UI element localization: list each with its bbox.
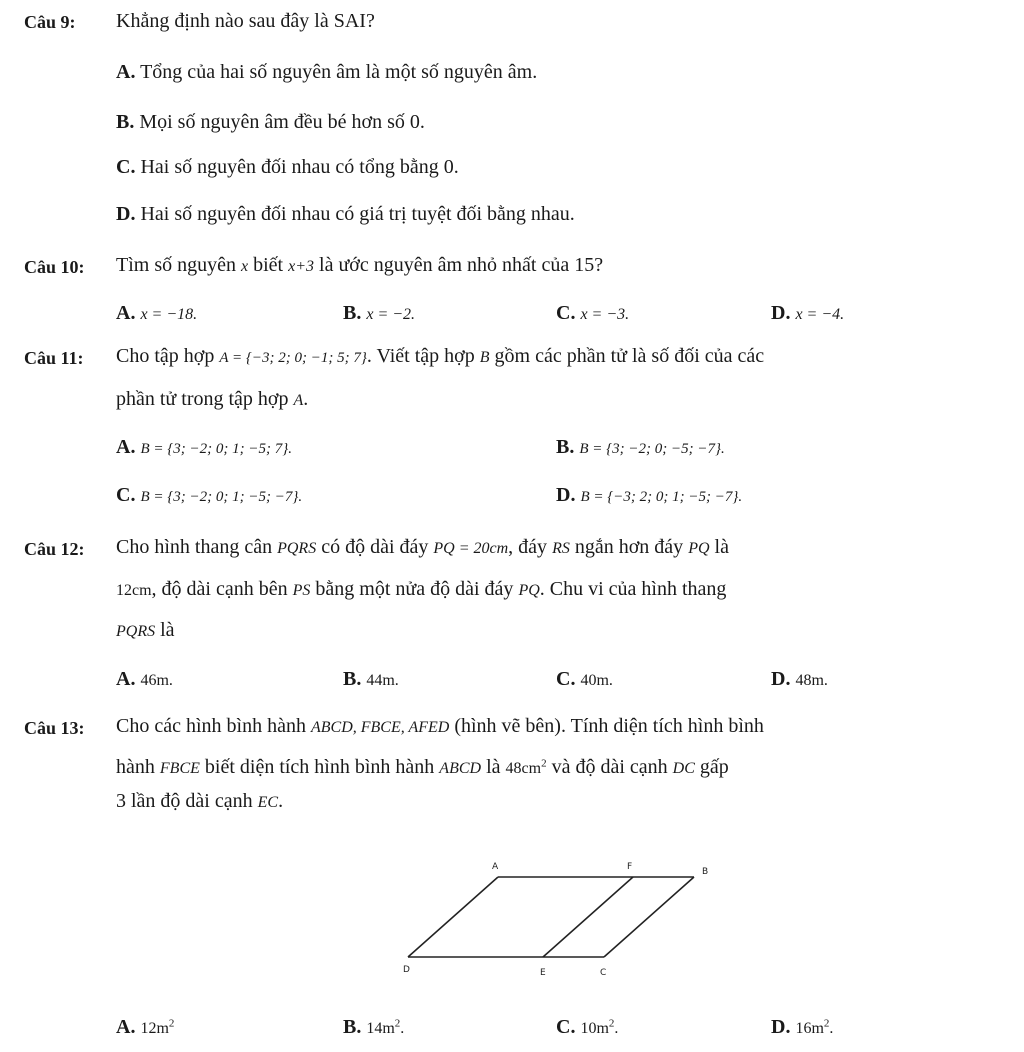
text-run: Cho tập hợp (116, 345, 215, 367)
option-text: B = {3; −2; 0; 1; −5; −7}. (140, 489, 303, 505)
text-run: biết diện tích hình bình hành (204, 756, 435, 778)
label-f: F (627, 862, 633, 872)
question-10-label: Câu 10: (24, 257, 85, 277)
option-text: x = −18. (140, 306, 198, 323)
segment-bc (604, 877, 694, 957)
option-letter: D. (556, 484, 576, 506)
question-12-text-line1 (116, 536, 729, 559)
parallelogram-figure (398, 852, 718, 980)
option-letter: C. (556, 668, 576, 690)
value-text: 48cm (505, 760, 542, 777)
text-run: hành (116, 756, 155, 778)
option-text: Hai số nguyên đối nhau có giá trị tuyệt đối bằng nhau. (140, 203, 575, 225)
option-letter: B. (343, 668, 362, 690)
q12-option-c[interactable] (556, 668, 613, 691)
text-run: ngắn hơn đáy (574, 536, 684, 558)
question-10-text (116, 254, 603, 277)
q11-option-b[interactable] (556, 436, 725, 459)
option-letter: D. (771, 668, 791, 690)
superscript: 2 (394, 1017, 401, 1030)
option-end: . (400, 1020, 405, 1037)
option-letter: C. (116, 484, 136, 506)
option-text: x = −2. (366, 306, 416, 323)
text-run: 3 lần độ dài cạnh (116, 790, 253, 812)
superscript: 2 (823, 1017, 830, 1030)
option-text: x = −4. (795, 306, 845, 323)
segment-ad (408, 877, 498, 957)
question-13-text-line1 (116, 715, 764, 738)
label-e: E (540, 968, 546, 978)
text-run: là (160, 619, 175, 641)
math-set: A = {−3; 2; 0; −1; 5; 7} (219, 350, 367, 366)
q13-option-c[interactable] (556, 1016, 618, 1039)
text-run: bằng một nửa độ dài đáy (315, 578, 514, 600)
option-text: 14m (366, 1020, 395, 1037)
math-expr: PQ = 20cm (433, 540, 509, 557)
text-run: . Viết tập hợp (366, 345, 475, 367)
q12-option-a[interactable] (116, 668, 173, 691)
math-var: B (479, 349, 490, 366)
label-d: D (403, 965, 410, 975)
q10-option-c[interactable] (556, 302, 629, 325)
option-text: 16m (795, 1020, 824, 1037)
q13-option-d[interactable] (771, 1016, 833, 1039)
question-9-label: Câu 9: (24, 12, 76, 32)
text-run: gấp (699, 756, 729, 778)
math-var: DC (672, 760, 695, 777)
question-12-label: Câu 12: (24, 539, 85, 559)
text-run: có độ dài đáy (321, 536, 429, 558)
text-run: phần tử trong tập hợp (116, 388, 289, 410)
q9-option-d[interactable] (116, 203, 575, 226)
math-var: ABCD (439, 760, 482, 777)
option-text: 40m. (580, 672, 613, 689)
option-letter: B. (556, 436, 575, 458)
option-letter: D. (771, 302, 791, 324)
math-value: 12cm (116, 582, 152, 599)
text-run: , độ dài cạnh bên (151, 578, 288, 600)
option-letter: C. (556, 1016, 576, 1038)
option-text: 12m (140, 1020, 169, 1037)
question-13-text-line2 (116, 756, 729, 779)
text-run: (hình vẽ bên). Tính diện tích hình bình (454, 715, 764, 737)
option-letter: A. (116, 302, 136, 324)
option-text: 10m (580, 1020, 609, 1037)
option-letter: B. (343, 1016, 362, 1038)
q11-option-a[interactable] (116, 436, 292, 459)
question-11-text-line2 (116, 388, 308, 411)
option-text: 44m. (366, 672, 399, 689)
math-var: PQRS (116, 623, 156, 640)
math-var: EC (257, 794, 279, 811)
q12-option-d[interactable] (771, 668, 828, 691)
text-run: Cho hình thang cân (116, 536, 273, 558)
q9-option-c[interactable] (116, 156, 459, 179)
text-run: , đáy (508, 536, 548, 558)
question-9-text: Khẳng định nào sau đây là SAI? (116, 10, 375, 32)
option-letter: D. (116, 203, 136, 225)
option-letter: B. (343, 302, 362, 324)
text-run: . (303, 388, 309, 410)
option-letter: A. (116, 436, 136, 458)
question-11-label: Câu 11: (24, 348, 84, 368)
label-c: C (600, 968, 607, 978)
math-expr: x+3 (288, 258, 315, 275)
superscript: 2 (608, 1017, 615, 1030)
option-text: 48m. (795, 672, 828, 689)
option-end: . (829, 1020, 834, 1037)
q13-option-b[interactable] (343, 1016, 404, 1039)
option-text: 46m. (140, 672, 173, 689)
option-letter: A. (116, 1016, 136, 1038)
math-var: ABCD, FBCE, AFED (310, 719, 450, 736)
option-letter: B. (116, 111, 135, 133)
text-run: . Chu vi của hình thang (539, 578, 727, 600)
question-13-label: Câu 13: (24, 718, 85, 738)
q9-option-a[interactable] (116, 61, 537, 84)
q12-option-b[interactable] (343, 668, 399, 691)
text-run: Tìm số nguyên (116, 254, 236, 276)
text-run: là (714, 536, 729, 558)
option-text: Hai số nguyên đối nhau có tổng bằng 0. (140, 156, 459, 178)
text-run: Cho các hình bình hành (116, 715, 306, 737)
superscript: 2 (168, 1017, 175, 1030)
option-letter: C. (116, 156, 136, 178)
option-text: B = {3; −2; 0; −5; −7}. (579, 441, 725, 457)
option-letter: A. (116, 668, 136, 690)
option-text: B = {3; −2; 0; 1; −5; 7}. (140, 441, 292, 457)
segment-fe (543, 877, 633, 957)
question-11-text-line1 (116, 345, 764, 368)
text-run: gồm các phần tử là số đối của các (494, 345, 765, 367)
math-var: A (293, 392, 304, 409)
text-run: là (486, 756, 501, 778)
q10-option-b[interactable] (343, 302, 415, 325)
math-var: FBCE (159, 760, 200, 777)
option-value (366, 1017, 405, 1037)
option-value (795, 1017, 834, 1037)
option-text: x = −3. (580, 306, 630, 323)
q13-option-a[interactable] (116, 1016, 174, 1039)
option-text: Mọi số nguyên âm đều bé hơn số 0. (139, 111, 425, 133)
q11-option-d[interactable] (556, 484, 742, 507)
option-value (140, 1017, 175, 1037)
q9-option-b[interactable] (116, 111, 425, 134)
math-var: PS (292, 582, 311, 599)
question-13-text-line3 (116, 790, 283, 813)
option-letter: C. (556, 302, 576, 324)
question-12-text-line3 (116, 619, 175, 642)
question-12-text-line2 (116, 578, 726, 601)
math-value (505, 757, 547, 777)
q10-option-d[interactable] (771, 302, 844, 325)
superscript: 2 (541, 757, 547, 770)
text-run: . (278, 790, 284, 812)
option-letter: A. (116, 61, 136, 83)
label-b: B (702, 867, 709, 877)
option-text: B = {−3; 2; 0; 1; −5; −7}. (580, 489, 743, 505)
math-var: PQ (688, 540, 710, 557)
text-run: là ước nguyên âm nhỏ nhất của 15? (319, 254, 604, 276)
math-var: PQ (518, 582, 540, 599)
q10-option-a[interactable] (116, 302, 197, 325)
option-text: Tổng của hai số nguyên âm là một số nguyên âm. (140, 61, 538, 83)
math-var: x (241, 258, 249, 275)
text-run: và độ dài cạnh (551, 756, 668, 778)
option-value (580, 1017, 619, 1037)
label-a: A (492, 862, 499, 872)
q11-option-c[interactable] (116, 484, 302, 507)
math-var: RS (552, 540, 570, 557)
text-run: biết (253, 254, 284, 276)
math-var: PQRS (277, 540, 317, 557)
option-letter: D. (771, 1016, 791, 1038)
option-end: . (614, 1020, 619, 1037)
